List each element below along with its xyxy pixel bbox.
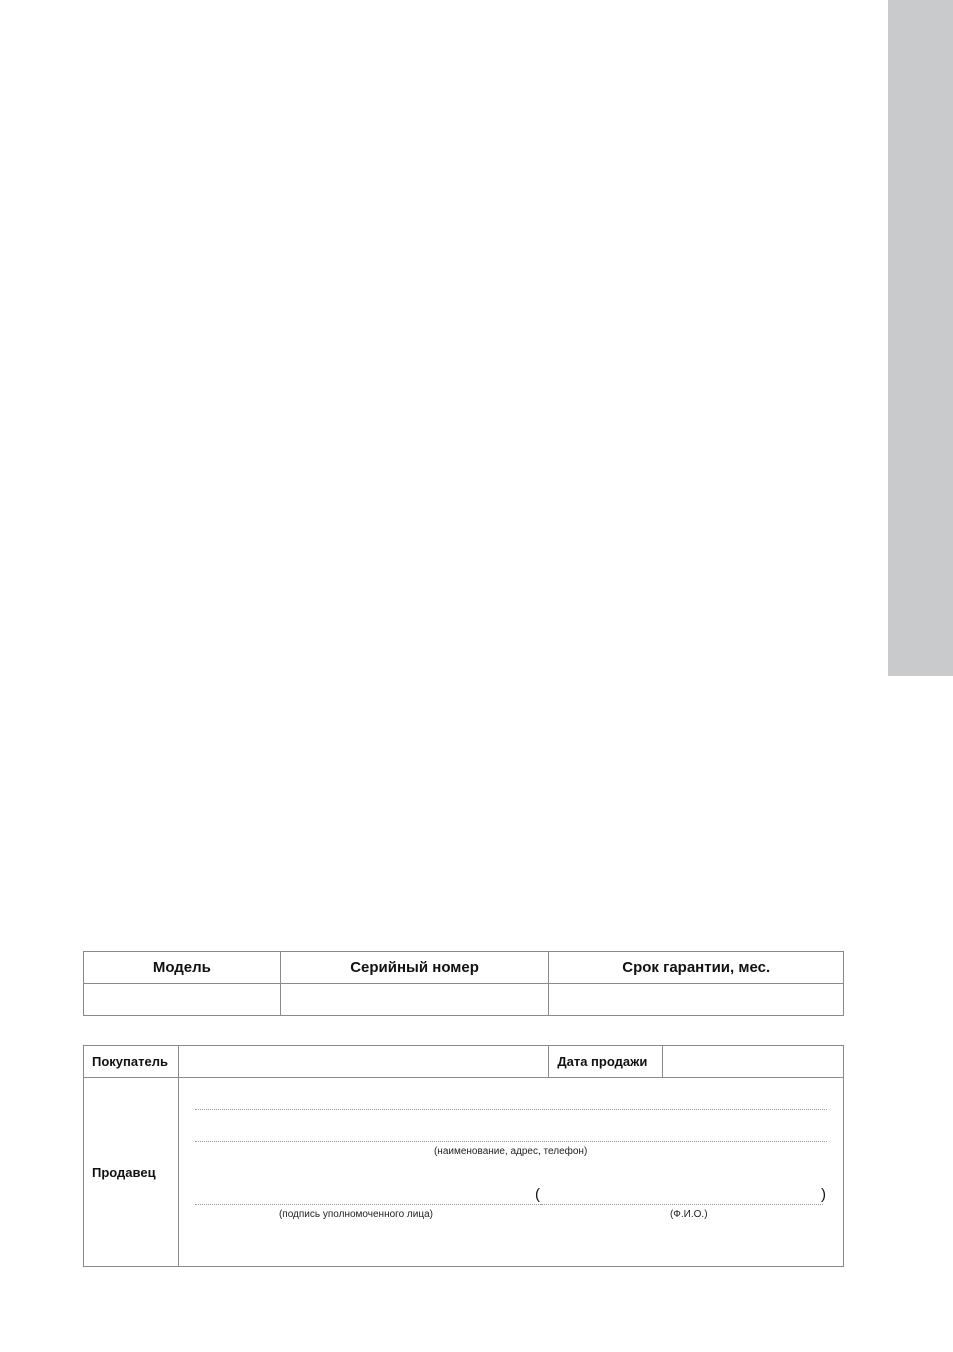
seller-caption: (наименование, адрес, телефон) (433, 1146, 588, 1157)
model-value-field[interactable] (84, 984, 281, 1016)
side-tab-marker (888, 0, 953, 676)
full-name-line[interactable] (541, 1204, 823, 1205)
seller-row (84, 1078, 844, 1267)
warranty-period-value-field[interactable] (549, 984, 844, 1016)
signature-line[interactable] (195, 1204, 543, 1205)
warranty-table (83, 951, 844, 1016)
sale-date-value-field[interactable] (663, 1046, 844, 1078)
serial-number-value-field[interactable] (280, 984, 549, 1016)
warranty-header-row (84, 952, 844, 984)
seller-label: Продавец (84, 1078, 179, 1267)
seller-info-cell (178, 1078, 843, 1267)
warranty-value-row (84, 984, 844, 1016)
open-paren: ( (534, 1186, 540, 1203)
model-header: Модель (84, 952, 281, 984)
signature-caption: (подпись уполномоченного лица) (278, 1209, 433, 1220)
serial-number-header: Серийный номер (280, 952, 549, 984)
buyer-row (84, 1046, 844, 1078)
close-paren: ) (820, 1186, 826, 1203)
sale-date-label: Дата продажи (549, 1046, 663, 1078)
full-name-caption: (Ф.И.О.) (669, 1209, 708, 1220)
buyer-value-field[interactable] (178, 1046, 548, 1078)
seller-line-2[interactable] (195, 1141, 827, 1142)
seller-line-1[interactable] (195, 1109, 827, 1110)
warranty-period-header: Срок гарантии, мес. (549, 952, 844, 984)
sale-table (83, 1045, 844, 1267)
buyer-label: Покупатель (84, 1046, 179, 1078)
